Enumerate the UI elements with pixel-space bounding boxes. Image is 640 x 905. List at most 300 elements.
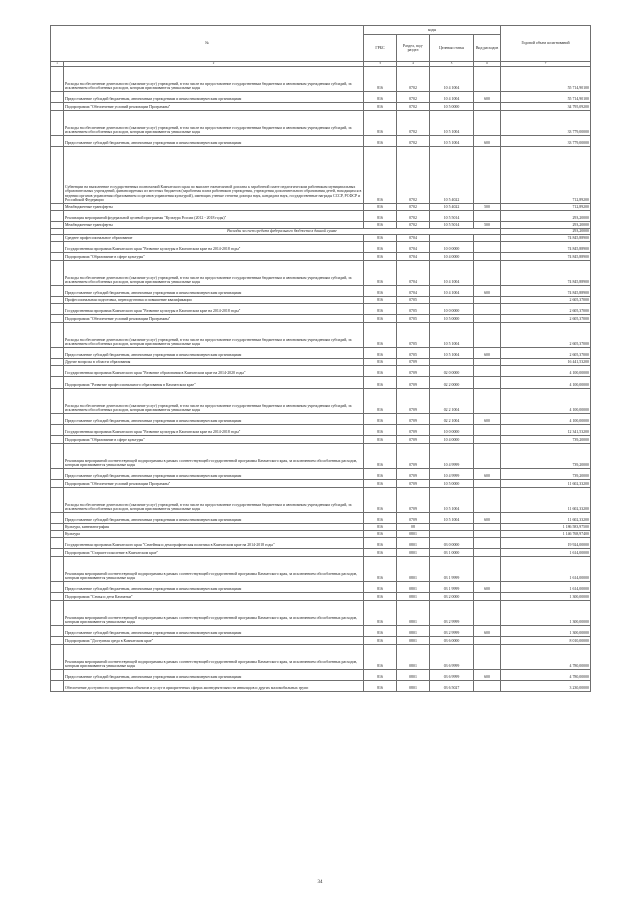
table-row	[51, 424, 591, 435]
amount-cell: 11 602,33200	[501, 512, 591, 523]
section-cell: 0702	[397, 66, 430, 91]
section-cell: 0704	[397, 234, 430, 241]
target-cell: 02 2 1004	[430, 413, 474, 424]
amount-cell: 3 230,00000	[501, 680, 591, 691]
grbs-cell: 816	[364, 435, 397, 443]
target-cell: 02 2 1004	[430, 388, 474, 413]
table-row	[51, 296, 591, 303]
grbs-cell: 816	[364, 468, 397, 479]
target-cell: 10 0 0000	[430, 424, 474, 435]
expense-type-cell	[474, 537, 501, 548]
name-cell: Государственная программа Камчатского края "Развитие культуры в Камчатском крае на 2014-2018 годы"	[64, 303, 364, 314]
name-cell: Расходы на обеспечение деятельности (оказание услуг) учреждений, в том числе на предоставление государственным бюджетным и автономным учреждениям субсидий, за исключением обособленных расходов, которым присваиваются уникальные коды	[64, 110, 364, 135]
expense-type-cell	[474, 479, 501, 487]
section-cell: 0801	[397, 537, 430, 548]
target-cell: 10 5 1004	[430, 135, 474, 146]
expense-type-cell	[474, 260, 501, 285]
grbs-cell: 816	[364, 234, 397, 241]
table-row	[51, 680, 591, 691]
name-cell: Межбюджетные трансферты	[64, 203, 364, 210]
amount-cell: 1 300,00000	[501, 625, 591, 636]
expense-type-cell	[474, 66, 501, 91]
target-cell: 10 4 1004	[430, 91, 474, 102]
expense-type-cell	[474, 556, 501, 581]
grbs-cell: 816	[364, 600, 397, 625]
target-cell: 02 0 0000	[430, 365, 474, 376]
target-cell: 10 0 0000	[430, 303, 474, 314]
section-cell: 0709	[397, 479, 430, 487]
section-cell: 0801	[397, 530, 430, 537]
section-cell: 0709	[397, 424, 430, 435]
column-number: 7	[501, 62, 591, 67]
grbs-cell: 816	[364, 358, 397, 365]
table-row	[51, 234, 591, 241]
table-row	[51, 512, 591, 523]
name-cell: Среднее профессиональное образование	[64, 234, 364, 241]
expense-type-cell	[474, 548, 501, 556]
expense-type-cell	[474, 487, 501, 512]
row-number-cell	[51, 512, 64, 523]
section-cell: 0702	[397, 210, 430, 221]
expense-type-cell	[474, 303, 501, 314]
name-cell: Подпрограмма "Обеспечение условий реализации Программы"	[64, 479, 364, 487]
amount-cell: 55 714,90100	[501, 66, 591, 91]
target-cell: 10 5 4022	[430, 146, 474, 203]
target-cell: 10 5 1004	[430, 487, 474, 512]
table-row	[51, 537, 591, 548]
amount-cell: 712,89200	[501, 203, 591, 210]
row-number-cell	[51, 413, 64, 424]
table-row	[51, 135, 591, 146]
table-row	[51, 644, 591, 669]
amount-cell: 11 602,33200	[501, 479, 591, 487]
target-cell: 10 5 5014	[430, 221, 474, 228]
grbs-cell: 816	[364, 581, 397, 592]
name-cell: Предоставление субсидий бюджетным, автономным учреждениям и иным некоммерческим организациям	[64, 285, 364, 296]
name-cell: Подпрограмма "Образование в сфере культуры"	[64, 252, 364, 260]
column-number: 4	[397, 62, 430, 67]
header-codes: коды	[364, 26, 501, 35]
expense-type-cell	[474, 314, 501, 322]
target-cell: 10 5 5014	[430, 210, 474, 221]
name-cell: Другие вопросы в области образования	[64, 358, 364, 365]
amount-cell: 55 714,90100	[501, 91, 591, 102]
grbs-cell: 816	[364, 556, 397, 581]
table-row	[51, 669, 591, 680]
section-cell: 0801	[397, 581, 430, 592]
name-cell: Предоставление субсидий бюджетным, автономным учреждениям и иным некоммерческим организациям	[64, 91, 364, 102]
amount-cell: 2 605,37000	[501, 296, 591, 303]
table-row	[51, 260, 591, 285]
table-row	[51, 523, 591, 530]
section-cell: 0801	[397, 592, 430, 600]
row-number-cell	[51, 260, 64, 285]
expense-type-cell	[474, 388, 501, 413]
row-number-cell	[51, 435, 64, 443]
name-cell: Межбюджетные трансферты	[64, 221, 364, 228]
name-cell: Культура	[64, 530, 364, 537]
section-cell: 0709	[397, 358, 430, 365]
section-cell: 0709	[397, 413, 430, 424]
expense-type-cell: 600	[474, 669, 501, 680]
expense-type-cell	[474, 435, 501, 443]
amount-cell: 1 300,00000	[501, 592, 591, 600]
grbs-cell: 816	[364, 636, 397, 644]
target-cell: 10 4 0000	[430, 435, 474, 443]
amount-cell: 739,20000	[501, 435, 591, 443]
amount-cell: 16 441,53200	[501, 358, 591, 365]
section-cell: 0702	[397, 221, 430, 228]
row-number-cell	[51, 556, 64, 581]
amount-cell: 293,20000	[501, 210, 591, 221]
amount-cell: 1 614,00000	[501, 556, 591, 581]
table-row	[51, 241, 591, 252]
name-cell: Государственная программа Камчатского края "Развитие культуры в Камчатском крае на 2014-2018 годы"	[64, 241, 364, 252]
section-cell: 0709	[397, 376, 430, 388]
table-row	[51, 347, 591, 358]
row-number-cell	[51, 347, 64, 358]
name-cell: Государственная программа Камчатского края "Развитие культуры в Камчатском крае на 2014-2018 годы"	[64, 424, 364, 435]
table-row	[51, 91, 591, 102]
row-number-cell	[51, 221, 64, 228]
section-cell: 0702	[397, 146, 430, 203]
expense-type-cell	[474, 322, 501, 347]
table-row	[51, 66, 591, 91]
column-number: 1	[51, 62, 64, 67]
table-row	[51, 102, 591, 110]
expense-type-cell	[474, 358, 501, 365]
section-cell: 0702	[397, 91, 430, 102]
header-section: Раздел, под-раздел	[397, 35, 430, 62]
grbs-cell: 816	[364, 512, 397, 523]
name-cell: Профессиональная подготовка, переподготовка и повышение квалификации	[64, 296, 364, 303]
amount-cell: 12 341,53200	[501, 424, 591, 435]
section-cell: 0801	[397, 644, 430, 669]
table-row	[51, 365, 591, 376]
grbs-cell: 816	[364, 592, 397, 600]
name-cell: Предоставление субсидий бюджетным, автономным учреждениям и иным некоммерческим организациям	[64, 669, 364, 680]
section-cell: 0705	[397, 322, 430, 347]
grbs-cell: 816	[364, 443, 397, 468]
expense-type-cell	[474, 376, 501, 388]
amount-cell: 74 845,88900	[501, 285, 591, 296]
row-number-cell	[51, 636, 64, 644]
amount-cell: 739,20000	[501, 468, 591, 479]
amount-cell: 4 780,00000	[501, 644, 591, 669]
row-number-cell	[51, 91, 64, 102]
amount-cell: 74 845,88900	[501, 234, 591, 241]
target-cell: 03 0 0000	[430, 537, 474, 548]
name-cell: Реализация мероприятий соответствующей подпрограммы в рамках соответствующей государственной программы Камчатского края, за исключением обособленных расходов, которым присваиваются уникальные коды	[64, 644, 364, 669]
grbs-cell: 816	[364, 135, 397, 146]
grbs-cell: 816	[364, 203, 397, 210]
row-number-cell	[51, 314, 64, 322]
section-cell: 0704	[397, 260, 430, 285]
row-number-cell	[51, 234, 64, 241]
amount-cell: 74 845,88900	[501, 260, 591, 285]
column-number: 2	[64, 62, 364, 67]
section-cell: 08	[397, 523, 430, 530]
expense-type-cell: 600	[474, 347, 501, 358]
table-row	[51, 443, 591, 468]
name-cell: Реализация мероприятий соответствующей подпрограммы в рамках соответствующей государственной программы Камчатского края, за исключением обособленных расходов, которым присваиваются уникальные коды	[64, 556, 364, 581]
row-number-cell	[51, 600, 64, 625]
target-cell	[430, 530, 474, 537]
amount-cell: 34 795,09200	[501, 102, 591, 110]
name-cell: Подпрограмма "Образование в сфере культуры"	[64, 435, 364, 443]
row-number-cell	[51, 680, 64, 691]
row-number-cell	[51, 443, 64, 468]
target-cell: 10 4 1004	[430, 285, 474, 296]
row-number-cell	[51, 376, 64, 388]
header-target: Целевая статья	[430, 35, 474, 62]
expense-type-cell	[474, 210, 501, 221]
section-cell: 0709	[397, 435, 430, 443]
row-number-cell	[51, 548, 64, 556]
section-cell: 0704	[397, 285, 430, 296]
section-cell: 0702	[397, 135, 430, 146]
target-cell: 02 2 0000	[430, 376, 474, 388]
grbs-cell: 816	[364, 146, 397, 203]
grbs-cell: 816	[364, 260, 397, 285]
table-row	[51, 314, 591, 322]
section-cell: 0702	[397, 110, 430, 135]
expense-type-cell	[474, 636, 501, 644]
amount-cell: 739,20000	[501, 443, 591, 468]
section-cell: 0705	[397, 314, 430, 322]
section-cell: 0709	[397, 487, 430, 512]
grbs-cell: 816	[364, 523, 397, 530]
expense-type-cell	[474, 680, 501, 691]
grbs-cell: 816	[364, 669, 397, 680]
header-expense-type: Вид расходов	[474, 35, 501, 62]
expense-type-cell: 600	[474, 413, 501, 424]
amount-cell: 33 779,00000	[501, 135, 591, 146]
name-cell: Предоставление субсидий бюджетным, автономным учреждениям и иным некоммерческим организациям	[64, 135, 364, 146]
target-cell: 10 4 9999	[430, 468, 474, 479]
target-cell: 03 6 5027	[430, 680, 474, 691]
grbs-cell: 816	[364, 303, 397, 314]
header-row-codes	[51, 26, 591, 35]
table-row	[51, 530, 591, 537]
amount-cell: 712,89200	[501, 146, 591, 203]
table-row	[51, 252, 591, 260]
table-row	[51, 303, 591, 314]
table-row	[51, 358, 591, 365]
name-cell: Предоставление субсидий бюджетным, автономным учреждениям и иным некоммерческим организациям	[64, 581, 364, 592]
target-cell: 10 5 4022	[430, 203, 474, 210]
name-cell: Подпрограмма "Старшее поколение в Камчатском крае"	[64, 548, 364, 556]
amount-cell: 4 100,00000	[501, 376, 591, 388]
name-cell: Подпрограмма "Семья и дети Камчатки"	[64, 592, 364, 600]
amount-cell: 293,20000	[501, 221, 591, 228]
name-cell: Подпрограмма "Развитие профессионального образования в Камчатском крае"	[64, 376, 364, 388]
target-cell	[430, 234, 474, 241]
target-cell	[430, 296, 474, 303]
section-cell: 0705	[397, 296, 430, 303]
expense-type-cell: 500	[474, 203, 501, 210]
grbs-cell: 816	[364, 296, 397, 303]
row-number-cell	[51, 210, 64, 221]
header-num: №	[51, 26, 364, 62]
grbs-cell: 816	[364, 644, 397, 669]
target-cell	[430, 358, 474, 365]
table-row	[51, 600, 591, 625]
grbs-cell: 816	[364, 424, 397, 435]
expense-type-cell	[474, 523, 501, 530]
amount-cell: 74 845,88900	[501, 241, 591, 252]
target-cell: 03 1 9999	[430, 556, 474, 581]
name-cell: Государственная программа Камчатского края "Семейная и демографическая политика в Камчатском крае на 2014-2018 годы"	[64, 537, 364, 548]
name-cell: Расходы на обеспечение деятельности (оказание услуг) учреждений, в том числе на предоставление государственным бюджетным и автономным учреждениям субсидий, за исключением обособленных расходов, которым присваиваются уникальные коды	[64, 260, 364, 285]
table-row	[51, 388, 591, 413]
section-cell: 0801	[397, 548, 430, 556]
table-row	[51, 468, 591, 479]
target-cell: 10 4 0000	[430, 252, 474, 260]
expense-type-cell	[474, 296, 501, 303]
table-row	[51, 636, 591, 644]
name-cell: Расходы на обеспечение деятельности (оказание услуг) учреждений, в том числе на предоставление государственным бюджетным и автономным учреждениям субсидий, за исключением обособленных расходов, которым присваиваются уникальные коды	[64, 388, 364, 413]
name-cell: Подпрограмма "Обеспечение условий реализации Программы"	[64, 102, 364, 110]
amount-cell: 8 010,00000	[501, 636, 591, 644]
section-cell: 0705	[397, 347, 430, 358]
amount-cell: 1 186 583,97500	[501, 523, 591, 530]
expense-type-cell	[474, 424, 501, 435]
target-cell: 03 2 0000	[430, 592, 474, 600]
row-number-cell	[51, 146, 64, 203]
section-cell: 0801	[397, 669, 430, 680]
target-cell: 03 1 9999	[430, 581, 474, 592]
row-number-cell	[51, 110, 64, 135]
row-number-cell	[51, 303, 64, 314]
amount-cell: 11 602,33200	[501, 487, 591, 512]
expense-type-cell	[474, 443, 501, 468]
column-number: 6	[474, 62, 501, 67]
grbs-cell: 816	[364, 376, 397, 388]
row-number-cell	[51, 322, 64, 347]
name-cell: Расходы на обеспечение деятельности (оказание услуг) учреждений, в том числе на предоставление государственным бюджетным и автономным учреждениям субсидий, за исключением обособленных расходов, которым присваиваются уникальные коды	[64, 66, 364, 91]
expense-type-cell	[474, 102, 501, 110]
grbs-cell: 816	[364, 347, 397, 358]
table-row	[51, 487, 591, 512]
target-cell: 10 4 1004	[430, 260, 474, 285]
row-number-cell	[51, 424, 64, 435]
column-number: 5	[430, 62, 474, 67]
section-cell: 0705	[397, 303, 430, 314]
expense-type-cell: 600	[474, 135, 501, 146]
amount-cell: 19 924,00000	[501, 537, 591, 548]
name-cell: Подпрограмма "Обеспечение условий реализации Программы"	[64, 314, 364, 322]
expense-type-cell	[474, 110, 501, 135]
name-cell: Подпрограмма "Доступная среда в Камчатском крае"	[64, 636, 364, 644]
expense-type-cell: 600	[474, 625, 501, 636]
grbs-cell: 816	[364, 530, 397, 537]
section-cell: 0801	[397, 636, 430, 644]
section-cell: 0709	[397, 365, 430, 376]
row-number-cell	[51, 285, 64, 296]
section-cell: 0702	[397, 203, 430, 210]
section-cell: 0709	[397, 388, 430, 413]
row-number-cell	[51, 102, 64, 110]
row-number-cell	[51, 479, 64, 487]
target-cell: 10 5 1004	[430, 512, 474, 523]
amount-cell: 2 605,37000	[501, 303, 591, 314]
row-number-cell	[51, 241, 64, 252]
target-cell: 03 2 9999	[430, 625, 474, 636]
section-cell: 0709	[397, 512, 430, 523]
name-cell: Государственная программа Камчатского края "Развитие образования в Камчатском крае на 2014-2020 годы"	[64, 365, 364, 376]
name-cell: Предоставление субсидий бюджетным, автономным учреждениям и иным некоммерческим организациям	[64, 468, 364, 479]
expense-type-cell	[474, 600, 501, 625]
row-number-cell	[51, 388, 64, 413]
target-cell: 10 5 0000	[430, 479, 474, 487]
section-cell: 0709	[397, 443, 430, 468]
grbs-cell: 816	[364, 548, 397, 556]
amount-cell: 1 300,00000	[501, 600, 591, 625]
target-cell: 10 4 9999	[430, 443, 474, 468]
target-cell: 03 6 9999	[430, 669, 474, 680]
amount-cell: 4 100,00000	[501, 413, 591, 424]
table-row	[51, 322, 591, 347]
expense-type-cell: 600	[474, 468, 501, 479]
target-cell: 03 6 9999	[430, 644, 474, 669]
grbs-cell: 816	[364, 91, 397, 102]
amount-cell: 33 779,00000	[501, 110, 591, 135]
section-cell: 0801	[397, 556, 430, 581]
row-number-cell	[51, 592, 64, 600]
table-row	[51, 581, 591, 592]
header-annual: Годовой объем ассигнований	[501, 26, 591, 62]
grbs-cell: 816	[364, 680, 397, 691]
name-cell: Предоставление субсидий бюджетным, автономным учреждениям и иным некоммерческим организациям	[64, 347, 364, 358]
section-cell: 0801	[397, 600, 430, 625]
target-cell	[430, 523, 474, 530]
grbs-cell: 816	[364, 66, 397, 91]
target-cell: 03 1 0000	[430, 548, 474, 556]
row-number-cell	[51, 66, 64, 91]
table-row	[51, 146, 591, 203]
target-cell: 10 5 0000	[430, 314, 474, 322]
row-number-cell	[51, 581, 64, 592]
row-number-cell	[51, 135, 64, 146]
name-cell: Культура, кинематография	[64, 523, 364, 530]
grbs-cell: 816	[364, 241, 397, 252]
table-row	[51, 221, 591, 228]
expense-type-cell	[474, 146, 501, 203]
column-number: 3	[364, 62, 397, 67]
row-number-cell	[51, 644, 64, 669]
row-number-cell	[51, 296, 64, 303]
header-grbs: ГРБС	[364, 35, 397, 62]
amount-cell: 4 100,00000	[501, 365, 591, 376]
row-number-cell	[51, 358, 64, 365]
expense-type-cell: 600	[474, 285, 501, 296]
target-cell: 10 5 0000	[430, 102, 474, 110]
name-cell: Реализация мероприятий соответствующей подпрограммы в рамках соответствующей государственной программы Камчатского края, за исключением обособленных расходов, которым присваиваются уникальные коды	[64, 443, 364, 468]
row-number-cell	[51, 468, 64, 479]
expense-type-cell	[474, 530, 501, 537]
amount-cell: 1 614,00000	[501, 581, 591, 592]
table-row	[51, 592, 591, 600]
table-row	[51, 556, 591, 581]
name-cell: Реализация мероприятий федеральной целевой программы "Культура России (2012 - 2018 годы)"	[64, 210, 364, 221]
grbs-cell: 816	[364, 221, 397, 228]
expense-type-cell: 600	[474, 91, 501, 102]
row-number-cell	[51, 487, 64, 512]
expense-type-cell	[474, 644, 501, 669]
row-number-cell	[51, 530, 64, 537]
target-cell: 10 5 1004	[430, 322, 474, 347]
